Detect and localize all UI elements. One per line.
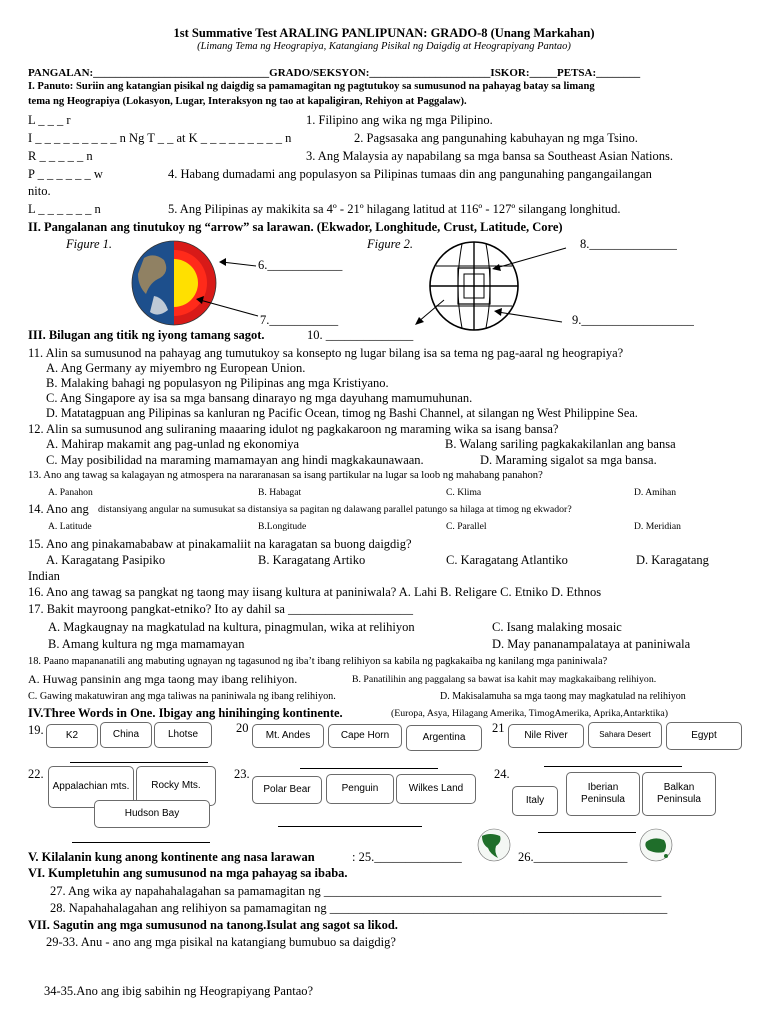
q14-option-d[interactable]: D. Meridian [634,521,681,532]
q20-answer-line[interactable] [300,768,438,769]
q12-option-d[interactable]: D. Maraming sigalot sa mga bansa. [480,453,657,467]
figure1-label: Figure 1. [66,237,113,251]
q14-option-a[interactable]: A. Latitude [48,521,92,532]
q15-option-b[interactable]: B. Karagatang Artiko [258,553,366,567]
figure2-label: Figure 2. [367,237,414,251]
q17-option-b[interactable]: B. Amang kultura ng mga mamamayan [48,637,245,651]
q20-number: 20 [236,721,249,735]
q13-option-d[interactable]: D. Amihan [634,487,677,498]
q19-word-1: K2 [46,724,98,748]
q13-option-b[interactable]: B. Habagat [258,487,302,498]
q15-option-d[interactable]: D. Karagatang [636,553,709,567]
q14-option-b[interactable]: B.Longitude [258,521,307,532]
q18-option-d[interactable]: D. Makisalamuha sa mga taong may magkatulad na relihiyon [440,691,686,702]
q24-word-1: Italy [512,786,558,816]
q17-option-a[interactable]: A. Magkaugnay na magkatulad na kultura, pinagmulan, wika at relihiyon [48,620,415,634]
part7-instruction: VII. Sagutin ang mga sumusunod na tanong.Isulat ang sagot sa likod. [28,918,398,932]
q29-33-question: 29-33. Anu - ano ang mga pisikal na katangiang bumubuo sa daigdig? [46,935,396,949]
q18-option-b[interactable]: B. Panatilihin ang paggalang sa bawat isa kahit may magkakaibang relihiyon. [352,674,657,685]
part6-instruction: VI. Kumpletuhin ang sumusunod na mga pahayag sa ibaba. [28,866,348,880]
q23-number: 23. [234,767,250,781]
q34-35-question: 34-35.Ano ang ibig sabihin ng Heograpiyang Pantao? [44,984,314,998]
q5-text: 5. Ang Pilipinas ay makikita sa 4º - 21º hilagang latitud at 116º - 127º silangang longhitud. [168,202,621,216]
q13-option-c[interactable]: C. Klima [446,487,482,498]
q17-question: 17. Bakit mayroong pangkat-etniko? Ito ay dahil sa ____________________ [28,602,414,616]
part3-instruction: III. Bilugan ang titik ng iyong tamang sagot. [28,328,265,342]
q1-text: 1. Filipino ang wika ng mga Pilipino. [306,113,493,127]
q3-text: 3. Ang Malaysia ay napabilang sa mga bansa sa Southeast Asian Nations. [306,149,673,163]
part2-instruction: II. Pangalanan ang tinutukoy ng “arrow” sa larawan. (Ekwador, Longhitude, Crust, Latitude, Core) [28,220,563,234]
part4-choices: (Europa, Asya, Hilagang Amerika, TimogAmerika, Aprika,Antarktika) [391,708,668,719]
q24-answer-line[interactable] [538,832,636,833]
page-subtitle: (Limang Tema ng Heograpiya, Katangiang Pisikal ng Daigdig at Heograpiyang Pantao) [197,41,571,52]
q23-word-2: Penguin [326,774,394,804]
q24-word-3: Balkan Peninsula [642,772,716,816]
student-info-fields[interactable]: PANGALAN:________________________________GRADO/SEKSYON:______________________ISKOR:_____PETSA:________ [28,67,641,79]
q15-question: 15. Ano ang pinakamababaw at pinakamaliit na karagatan sa buong daigdig? [28,537,412,551]
q21-word-2: Sahara Desert [588,722,662,748]
q26-blank[interactable]: 26._______________ [518,850,628,864]
q18-option-c[interactable]: C. Gawing makatuwiran ang mga taliwas na paniniwala ng ibang relihiyon. [28,691,336,702]
q15-option-c[interactable]: C. Karagatang Atlantiko [446,553,568,567]
q21-word-1: Nile River [508,724,584,748]
q17-option-d[interactable]: D. May pananampalataya at paniniwala [492,637,691,651]
q17-option-c[interactable]: C. Isang malaking mosaic [492,620,622,634]
part1-instruction-line1: I. Panuto: Suriin ang katangian pisikal ng daigdig sa pamamagitan ng pagtutukoy sa sumusunod na pahayag batay sa limang [28,81,595,92]
q20-word-1: Mt. Andes [252,724,324,748]
q23-word-3: Wilkes Land [396,774,476,804]
part5-instruction: V. Kilalanin kung anong kontinente ang nasa larawan [28,850,315,864]
q27-statement[interactable]: 27. Ang wika ay napahahalagahan sa pamamagitan ng ______________________________________________________ [50,884,662,898]
q5-blank[interactable]: L _ _ _ _ _ _ n [28,202,101,216]
q22-answer-line[interactable] [72,842,210,843]
q8-blank[interactable]: 8.______________ [580,237,677,251]
q22-number: 22. [28,767,44,781]
q11-option-b[interactable]: B. Malaking bahagi ng populasyon ng Pilipinas ang mga Kristiyano. [46,376,389,390]
q22-word-2: Rocky Mts. [136,766,216,806]
q14-question-cont: distansiyang angular na sumusukat sa distansiya sa pagitan ng dalawang parallel patungo sa hilaga at timog ng ekwador? [98,504,572,515]
q18-option-a[interactable]: A. Huwag pansinin ang mga taong may ibang relihiyon. [28,672,298,686]
q12-option-c[interactable]: C. May posibilidad na maraming mamamayan ang hindi magkakaunawaan. [46,453,424,467]
page-title: 1st Summative Test ARALING PANLIPUNAN: GRADO-8 (Unang Markahan) [173,26,595,40]
q23-answer-line[interactable] [278,826,422,827]
part1-instruction-line2: tema ng Heograpiya (Lokasyon, Lugar, Interaksyon ng tao at kapaligiran, Rehiyon at Paggalaw). [28,96,467,107]
q1-blank[interactable]: L _ _ _ r [28,113,71,127]
q22-word-1: Appalachian mts. [48,766,134,808]
q19-number: 19. [28,723,44,737]
q16-question: 16. Ano ang tawag sa pangkat ng taong may iisang kultura at paniniwala? A. Lahi B. Religare C. Etniko D. Ethnos [28,585,602,599]
q4-blank[interactable]: P _ _ _ _ _ _ w [28,167,103,181]
q21-word-3: Egypt [666,722,742,750]
q19-answer-line[interactable] [70,762,208,763]
q11-option-a[interactable]: A. Ang Germany ay miyembro ng European Union. [46,361,306,375]
q21-answer-line[interactable] [544,766,682,767]
q2-text: 2. Pagsasaka ang pangunahing kabuhayan ng mga Tsino. [354,131,638,145]
q24-number: 24. [494,767,510,781]
q19-word-3: Lhotse [154,722,212,748]
q23-word-1: Polar Bear [252,776,322,804]
q6-blank[interactable]: 6.____________ [258,258,343,272]
q12-option-b[interactable]: B. Walang sariling pagkakakilanlan ang bansa [445,437,676,451]
north-america-globe-icon [474,828,514,862]
q11-option-c[interactable]: C. Ang Singapore ay isa sa mga bansang dinarayo ng mga dayuhang mamumuhunan. [46,391,473,405]
q4-text: 4. Habang dumadami ang populasyon sa Pilipinas tumaas din ang pangunahing pangangailangan [168,167,652,181]
q7-blank[interactable]: 7.___________ [260,313,339,327]
q10-blank[interactable]: 10. ______________ [307,328,414,342]
q13-option-a[interactable]: A. Panahon [48,487,93,498]
q15-option-d-cont: Indian [28,569,60,583]
q12-option-a[interactable]: A. Mahirap makamit ang pag-unlad ng ekonomiya [46,437,300,451]
q20-word-2: Cape Horn [328,724,402,748]
q9-blank[interactable]: 9.__________________ [572,313,694,327]
australia-globe-icon [636,828,676,862]
part4-instruction: IV.Three Words in One. Ibigay ang hinihinging kontinente. [28,706,343,720]
q3-blank[interactable]: R _ _ _ _ _ n [28,149,93,163]
q19-word-2: China [100,722,152,748]
q11-option-d[interactable]: D. Matatagpuan ang Pilipinas sa kanluran ng Pacific Ocean, timog ng Bashi Channel, at silangan ng West Philippine Sea. [46,406,638,420]
q2-blank[interactable]: I _ _ _ _ _ _ _ _ _ n Ng T _ _ at K _ _ _ _ _ _ _ _ _ n [28,131,292,145]
q4-text-cont: nito. [28,184,51,198]
q15-option-a[interactable]: A. Karagatang Pasipiko [46,553,166,567]
q24-word-2: Iberian Peninsula [566,772,640,816]
q13-question: 13. Ano ang tawag sa kalagayan ng atmospera na nararanasan sa isang partikular na lugar sa loob ng mahabang panahon? [28,470,543,481]
q14-question: 14. Ano ang [28,502,89,516]
q21-number: 21 [492,721,505,735]
q18-question: 18. Paano mapananatili ang mabuting ugnayan ng tagasunod ng iba’t ibang relihiyon sa kabila ng pagkakaiba ng kanilang mga paniniwala? [28,656,608,667]
q22-word-3: Hudson Bay [94,800,210,828]
q14-option-c[interactable]: C. Parallel [446,521,487,532]
q25-blank[interactable]: : 25.______________ [352,850,462,864]
q12-question: 12. Alin sa sumusunod ang suliraning maaaring idulot ng pagkakaroon ng maraming wika sa isang bansa? [28,422,559,436]
q28-statement[interactable]: 28. Napahahalagahan ang relihiyon sa pamamagitan ng ______________________________________________________ [50,901,668,915]
q11-question: 11. Alin sa sumusunod na pahayag ang tumutukoy sa konsepto ng lugar bilang isa sa tema ng pag-aaral ng heograpiya? [28,346,624,360]
q20-word-3: Argentina [406,725,482,751]
